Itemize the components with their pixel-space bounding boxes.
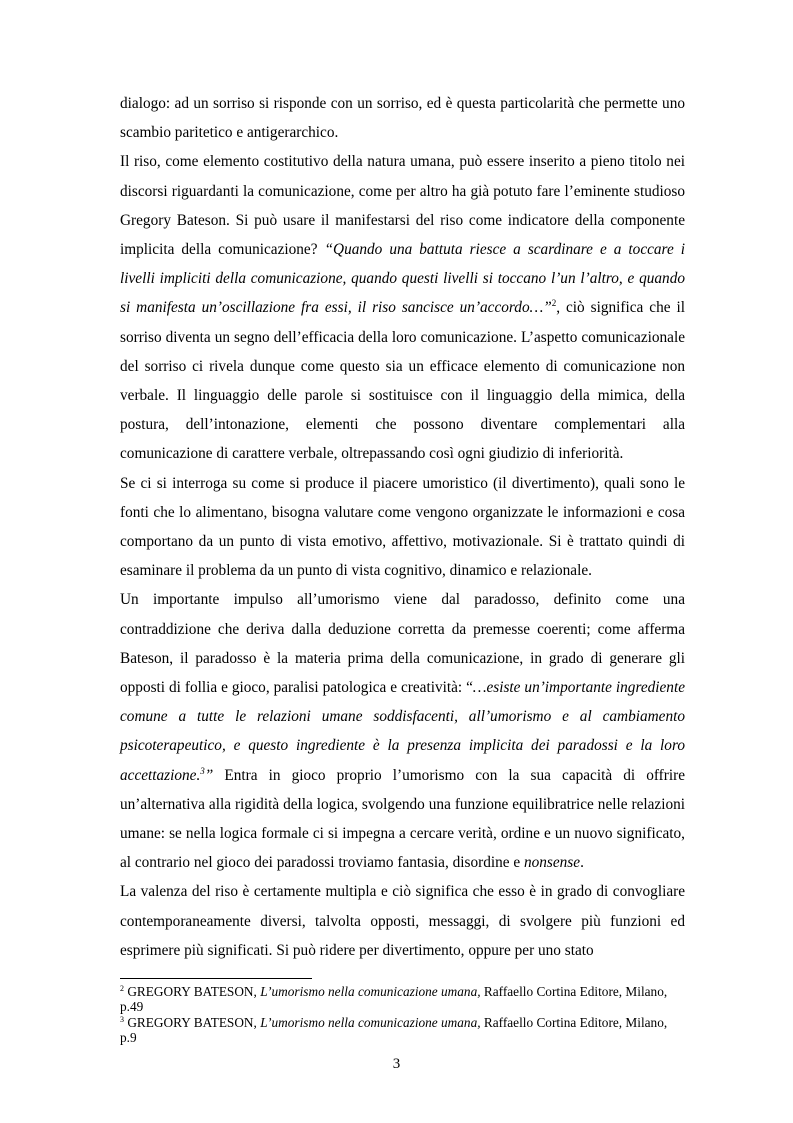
footnote-separator (120, 978, 312, 979)
footnote-source: Raffaello Cortina Editore, Milano, p.49 (120, 984, 668, 1014)
footnote (120, 985, 685, 1014)
footnotes (120, 985, 685, 1047)
footnote (120, 1016, 685, 1045)
paragraph (120, 877, 685, 965)
paragraph (120, 89, 685, 147)
footnote-title: L’umorismo nella comunicazione umana, (260, 984, 481, 999)
text-run: , ciò significa che il sorriso diventa un segno dell’efficacia della loro comunicazione. L’aspetto comunicazionale del sorriso ci rivela dunque come questo sia un efficace elemento di comunicazione non verbale. Il linguaggio delle parole si sostituisce con il linguaggio della mimica, della postura, dell’intonazione, elementi che possono diventare complementari alla comunicazione di carattere verbale, oltrepassando così ogni giudizio di inferiorità. (120, 299, 685, 463)
paragraph (120, 585, 685, 877)
footnote-title: L’umorismo nella comunicazione umana, (260, 1015, 481, 1030)
paragraph (120, 147, 685, 468)
text-run: La valenza del riso è certamente multipla e ciò significa che esso è in grado di convogliare contemporaneamente diversi, talvolta opposti, messaggi, di svolgere più funzioni ed esprimere più significati. Si può ridere per divertimento, oppure per uno stato (120, 883, 685, 959)
text-run: Entra in gioco proprio l’umorismo con la sua capacità di offrire un’alternativa alla rigidità della logica, svolgendo una funzione equilibratrice nelle relazioni umane: se nella logica formale ci si impegna a cercare verità, ordine e un nuovo significato, al contrario nel gioco dei paradossi troviamo fantasia, disordine e (120, 766, 685, 872)
footnote-author: GREGORY BATESON, (127, 1015, 261, 1030)
italic-text: ” (204, 766, 214, 784)
footnote-source: Raffaello Cortina Editore, Milano, p.9 (120, 1015, 668, 1045)
body-text (120, 89, 685, 965)
text-run: Se ci si interroga su come si produce il piacere umoristico (il divertimento), quali sono le fonti che lo alimentano, bisogna valutare come vengono organizzate le informazioni e cosa comportano da un punto di vista emotivo, affettivo, motivazionale. Si è trattato quindi di esaminare il problema da un punto di vista cognitivo, dinamico e relazionale. (120, 474, 685, 580)
text-run: dialogo: ad un sorriso si risponde con un sorriso, ed è questa particolarità che permette uno scambio paritetico e antigerarchico. (120, 95, 685, 142)
footnote-number: 3 (120, 1015, 124, 1024)
paragraph (120, 469, 685, 586)
footnote-number: 2 (120, 984, 124, 993)
text-run: Il riso, come elemento costitutivo della natura umana, può essere inserito a pieno titolo nei discorsi riguardanti la comunicazione, come per altro ha già potuto fare l’eminente studioso Gregory Bateson. Si può usare il manifestarsi del riso come indicatore della componente implicita della comunicazione? (120, 153, 685, 259)
text-run: Un importante impulso all’umorismo viene dal paradosso, definito come una contraddizione che deriva dalla deduzione corretta da premesse coerenti; come afferma Bateson, il paradosso è la materia prima della comunicazione, in grado di generare gli opposti di follia e gioco, paralisi patologica e creatività: “ (120, 591, 685, 697)
italic-text: nonsense (523, 854, 581, 872)
footnote-reference: 3 (200, 765, 205, 776)
footnote-reference: 2 (551, 298, 557, 309)
page-number: 3 (392, 1056, 401, 1072)
text-run: . (580, 854, 584, 872)
italic-text: “Quando una battuta riesce a scardinare e a toccare i livelli impliciti della comunicazione, quando questi livelli si toccano l’un l’altro, e quando si manifesta un’oscillazione fra essi, il riso sancisce un’accordo…” (120, 241, 685, 317)
footnote-author: GREGORY BATESON, (127, 984, 261, 999)
italic-text: …esiste un’importante ingrediente comune a tutte le relazioni umane soddisfacenti, all’umorismo e al cambiamento psicoterapeutico, e questo ingrediente è la presenza implicita dei paradossi e la loro accettazione. (120, 679, 685, 784)
